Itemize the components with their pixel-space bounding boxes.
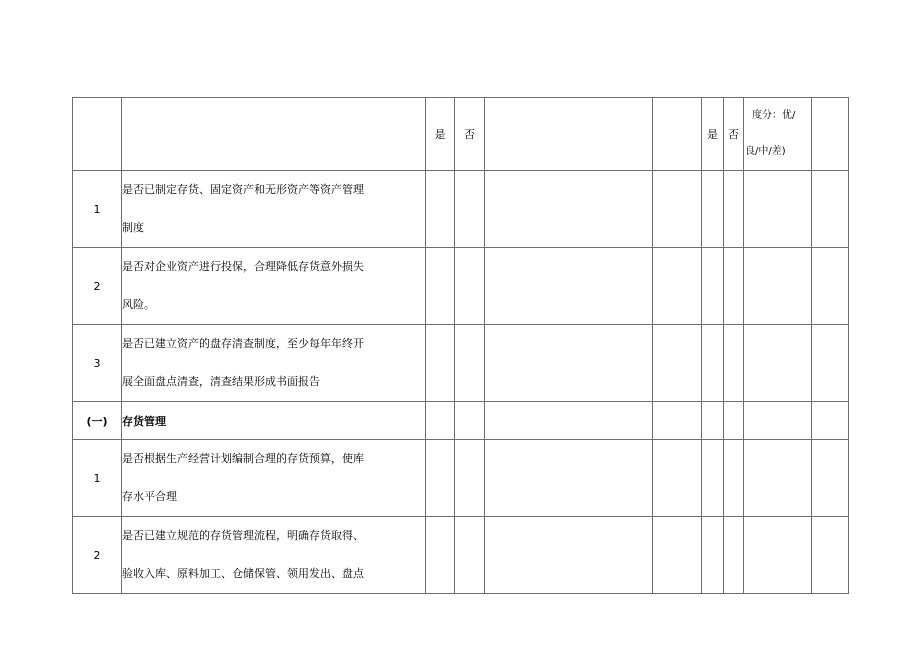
no-cell[interactable] [455, 171, 485, 248]
description-cell[interactable] [485, 402, 653, 440]
description-cell[interactable] [485, 325, 653, 402]
description-cell[interactable] [485, 171, 653, 248]
header-yes-2: 是 [702, 98, 724, 171]
yes-cell[interactable] [426, 517, 455, 594]
no-cell-2[interactable] [724, 517, 744, 594]
row-item-line: 是否对企业资产进行投保，合理降低存货意外损失 [122, 260, 364, 273]
yes-cell-2[interactable] [702, 325, 724, 402]
row-item-line: 验收入库、原料加工、仓储保管、领用发出、盘点 [122, 567, 364, 580]
row-item [122, 171, 426, 248]
blank-cell[interactable] [653, 517, 702, 594]
header-row [73, 98, 849, 171]
grade-cell[interactable] [744, 440, 812, 517]
row-item [122, 325, 426, 402]
row-item-line: 是否已制定存货、固定资产和无形资产等资产管理 [122, 183, 364, 196]
no-cell[interactable] [455, 517, 485, 594]
header-cell-item [122, 98, 426, 171]
table-row [73, 440, 849, 517]
yes-cell-2[interactable] [702, 171, 724, 248]
description-cell[interactable] [485, 517, 653, 594]
row-number: 2 [73, 517, 122, 594]
grade-label-line2: 良/中/差) [745, 146, 786, 157]
row-item-line: 是否根据生产经营计划编制合理的存货预算，使库 [122, 452, 364, 465]
last-cell[interactable] [812, 517, 849, 594]
section-number: (一) [73, 402, 122, 440]
yes-cell[interactable] [426, 248, 455, 325]
grade-cell[interactable] [744, 402, 812, 440]
last-cell[interactable] [812, 248, 849, 325]
row-number: 1 [73, 171, 122, 248]
blank-cell[interactable] [653, 402, 702, 440]
yes-cell[interactable] [426, 325, 455, 402]
header-yes: 是 [426, 98, 455, 171]
header-no: 否 [455, 98, 485, 171]
description-cell[interactable] [485, 248, 653, 325]
grade-cell[interactable] [744, 248, 812, 325]
no-cell-2[interactable] [724, 248, 744, 325]
row-item-line: 是否已建立规范的存货管理流程，明确存货取得、 [122, 529, 364, 542]
yes-cell[interactable] [426, 402, 455, 440]
table-row [73, 248, 849, 325]
description-cell[interactable] [485, 440, 653, 517]
row-number: 3 [73, 325, 122, 402]
section-row [73, 402, 849, 440]
no-cell[interactable] [455, 248, 485, 325]
table-row [73, 325, 849, 402]
yes-cell-2[interactable] [702, 402, 724, 440]
no-cell-2[interactable] [724, 325, 744, 402]
blank-cell[interactable] [653, 325, 702, 402]
row-item-line: 制度 [122, 221, 144, 234]
grade-label-line1: 度分：优/ [752, 110, 796, 121]
yes-cell[interactable] [426, 440, 455, 517]
row-item [122, 248, 426, 325]
no-cell[interactable] [455, 325, 485, 402]
yes-cell-2[interactable] [702, 440, 724, 517]
grade-cell[interactable] [744, 171, 812, 248]
blank-cell[interactable] [653, 248, 702, 325]
last-cell[interactable] [812, 440, 849, 517]
row-item-line: 风险。 [122, 298, 155, 311]
asset-checklist-table [72, 97, 849, 594]
no-cell-2[interactable] [724, 171, 744, 248]
row-number: 1 [73, 440, 122, 517]
table-row [73, 171, 849, 248]
last-cell[interactable] [812, 325, 849, 402]
checklist-sheet [72, 97, 848, 594]
last-cell[interactable] [812, 402, 849, 440]
last-cell[interactable] [812, 171, 849, 248]
grade-cell[interactable] [744, 325, 812, 402]
row-item-line: 是否已建立资产的盘存清查制度，至少每年年终开 [122, 337, 364, 350]
header-cell-number [73, 98, 122, 171]
header-grade [744, 98, 812, 171]
yes-cell-2[interactable] [702, 517, 724, 594]
header-no-2: 否 [724, 98, 744, 171]
yes-cell[interactable] [426, 171, 455, 248]
row-item-line: 展全面盘点清查，清查结果形成书面报告 [122, 375, 320, 388]
row-item-line: 存水平合理 [122, 490, 177, 503]
header-cell-blank [653, 98, 702, 171]
section-title: 存货管理 [122, 402, 426, 440]
grade-cell[interactable] [744, 517, 812, 594]
row-item [122, 440, 426, 517]
header-cell-description [485, 98, 653, 171]
no-cell-2[interactable] [724, 440, 744, 517]
yes-cell-2[interactable] [702, 248, 724, 325]
row-item [122, 517, 426, 594]
no-cell[interactable] [455, 440, 485, 517]
no-cell-2[interactable] [724, 402, 744, 440]
header-cell-last [812, 98, 849, 171]
table-row [73, 517, 849, 594]
no-cell[interactable] [455, 402, 485, 440]
row-number: 2 [73, 248, 122, 325]
blank-cell[interactable] [653, 440, 702, 517]
blank-cell[interactable] [653, 171, 702, 248]
